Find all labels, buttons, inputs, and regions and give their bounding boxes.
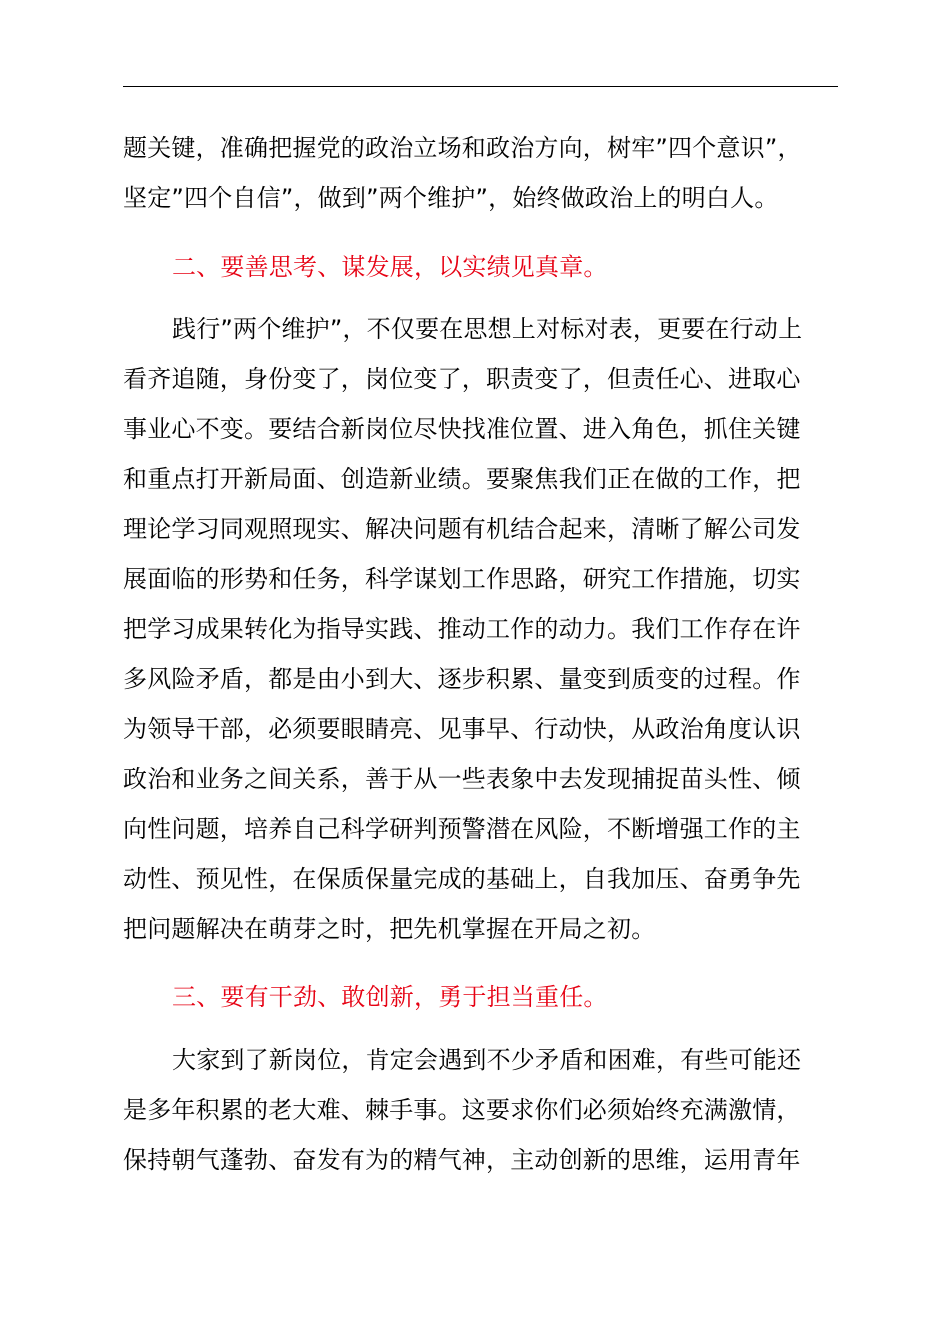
text-line: 为领导干部，必须要眼睛亮、见事早、行动快，从政治角度认识	[123, 715, 801, 743]
text-line: 向性问题，培养自己科学研判预警潜在风险，不断增强工作的主	[123, 815, 801, 843]
text-line: 大家到了新岗位，肯定会遇到不少矛盾和困难，有些可能还	[172, 1046, 802, 1074]
text-line: 理论学习同观照现实、解决问题有机结合起来，清晰了解公司发	[123, 515, 801, 543]
section-heading-3: 三、要有干劲、敢创新，勇于担当重任。	[172, 983, 608, 1011]
text-line: 展面临的形势和任务，科学谋划工作思路，研究工作措施，切实	[123, 565, 801, 593]
text-line: 事业心不变。要结合新岗位尽快找准位置、进入角色，抓住关键	[123, 415, 801, 443]
text-line: 看齐追随，身份变了，岗位变了，职责变了，但责任心、进取心	[123, 365, 801, 393]
text-line: 把问题解决在萌芽之时，把先机掌握在开局之初。	[123, 915, 656, 943]
header-rule	[123, 86, 838, 87]
section-heading-2: 二、要善思考、谋发展，以实绩见真章。	[172, 253, 608, 281]
text-line: 题关键，准确把握党的政治立场和政治方向，树牢”四个意识”，	[123, 134, 802, 162]
text-line: 是多年积累的老大难、棘手事。这要求你们必须始终充满激情，	[123, 1096, 801, 1124]
text-line: 和重点打开新局面、创造新业绩。要聚焦我们正在做的工作，把	[123, 465, 801, 493]
text-line: 政治和业务之间关系，善于从一些表象中去发现捕捉苗头性、倾	[123, 765, 801, 793]
text-line: 多风险矛盾，都是由小到大、逐步积累、量变到质变的过程。作	[123, 665, 801, 693]
text-line: 保持朝气蓬勃、奋发有为的精气神，主动创新的思维，运用青年	[123, 1146, 801, 1174]
text-line: 动性、预见性，在保质保量完成的基础上，自我加压、奋勇争先	[123, 865, 801, 893]
text-line: 把学习成果转化为指导实践、推动工作的动力。我们工作存在许	[123, 615, 801, 643]
text-line: 践行”两个维护”，不仅要在思想上对标对表，更要在行动上	[172, 315, 803, 343]
text-line: 坚定”四个自信”，做到”两个维护”，始终做政治上的明白人。	[123, 184, 779, 212]
